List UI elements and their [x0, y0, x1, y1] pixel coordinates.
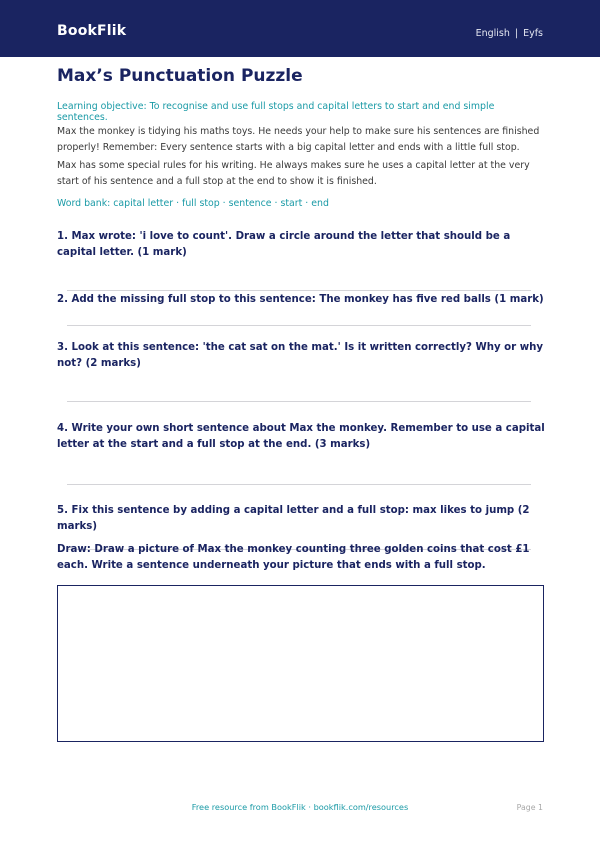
answer-line-3[interactable] — [67, 401, 531, 402]
intro-paragraph-2: Max has some special rules for his writing. He always makes sure he uses a capital letter at the very start of his sentence and a full stop at the end to show it is finished. — [57, 160, 530, 187]
separator: | — [514, 28, 519, 39]
word-bank: Word bank: capital letter · full stop · sentence · start · end — [57, 198, 329, 209]
question-4: 4. Write your own short sentence about Max the monkey. Remember to use a capital letter at the start and a full stop at the end. (3 marks) — [57, 423, 545, 450]
draw-task: Draw: Draw a picture of Max the monkey counting three golden coins that cost £1 each. Write a sentence underneath your picture that ends with a full stop. — [57, 544, 530, 571]
learning-objective: Learning objective: To recognise and use full stops and capital letters to start and end simple sentences. — [57, 101, 495, 123]
answer-line-4[interactable] — [67, 484, 531, 485]
question-2: 2. Add the missing full stop to this sentence: The monkey has five red balls (1 mark) — [57, 294, 544, 305]
subject-level — [476, 28, 543, 39]
subject-label: English — [475, 28, 510, 39]
answer-line-1[interactable] — [67, 290, 531, 291]
brand-logo[interactable]: BookFlik — [57, 23, 127, 39]
level-label: Eyfs — [523, 28, 543, 39]
answer-line-2[interactable] — [67, 325, 531, 326]
drawing-box[interactable] — [57, 585, 544, 742]
worksheet-title: Max’s Punctuation Puzzle — [57, 66, 303, 86]
page-number: Page 1 — [516, 803, 543, 812]
footer-resource-link[interactable]: Free resource from BookFlik · bookflik.com/resources — [191, 802, 409, 812]
question-5: 5. Fix this sentence by adding a capital letter and a full stop: max likes to jump (2 marks) — [57, 505, 530, 532]
site-header — [0, 0, 600, 57]
intro-paragraph-1: Max the monkey is tidying his maths toys. He needs your help to make sure his sentences are finished properly! Remember: Every sentence starts with a big capital letter and ends with a little full stop. — [57, 126, 540, 153]
question-1: 1. Max wrote: 'i love to count'. Draw a circle around the letter that should be a capital letter. (1 mark) — [57, 231, 511, 258]
question-3: 3. Look at this sentence: 'the cat sat on the mat.' Is it written correctly? Why or why not? (2 marks) — [57, 342, 544, 369]
